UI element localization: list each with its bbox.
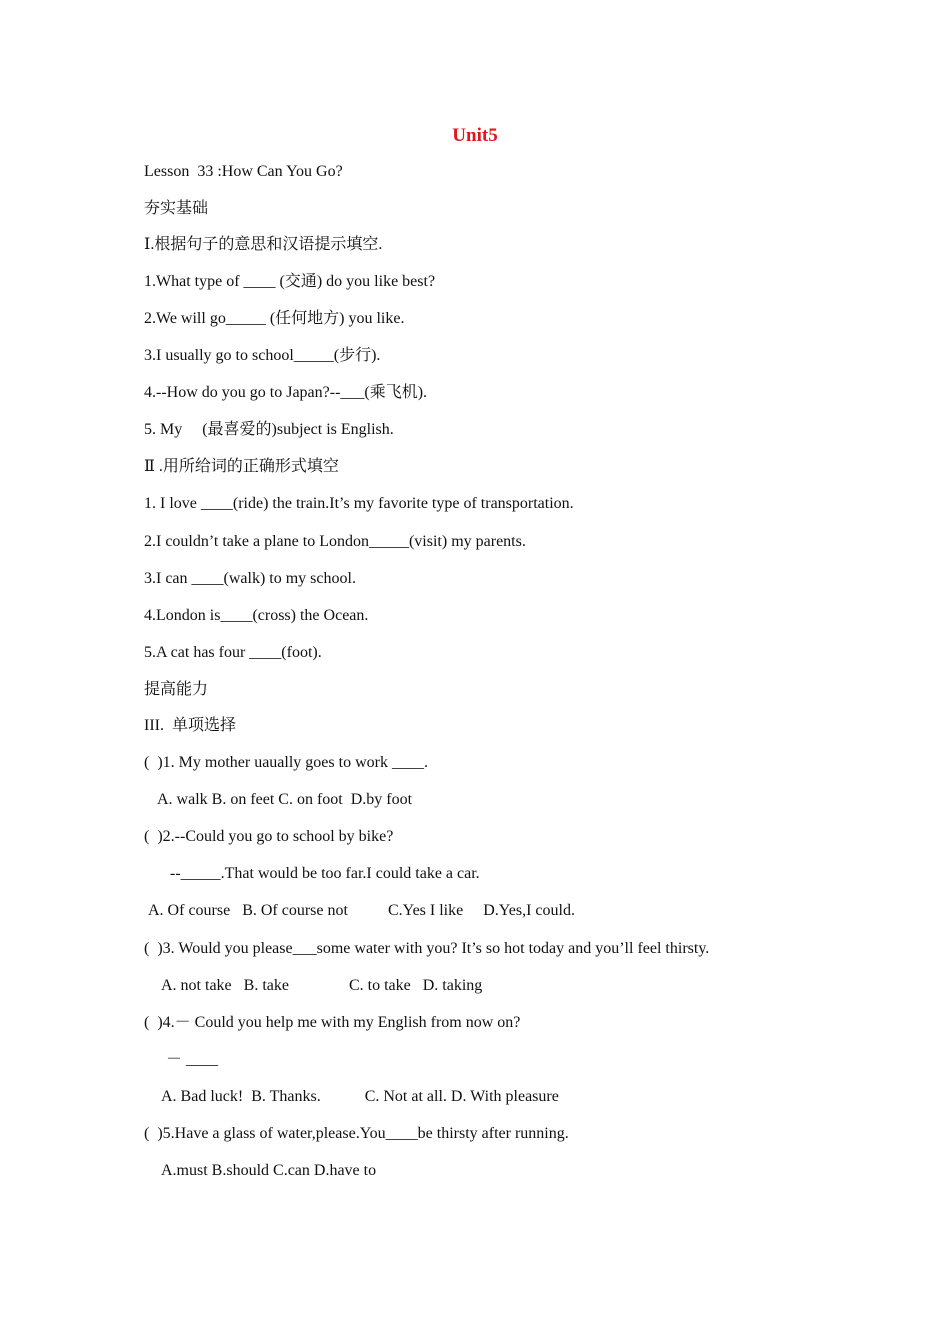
lesson-title: Lesson 33 :How Can You Go?	[144, 163, 343, 180]
question-4-options: A. Bad luck! B. Thanks. C. Not at all. D. With pleasure	[161, 1088, 559, 1105]
question-2-reply: --_____.That would be too far.I could take a car.	[170, 865, 480, 882]
part2-item-1: 1. I love ____(ride) the train.It’s my favorite type of transportation.	[144, 495, 574, 512]
question-3-options: A. not take B. take C. to take D. taking	[161, 977, 483, 994]
question-1: ( )1. My mother uaually goes to work ____.	[144, 754, 428, 771]
question-5: ( )5.Have a glass of water,please.You____be thirsty after running.	[144, 1125, 569, 1142]
question-4-reply: － ____	[166, 1051, 219, 1068]
part1-item-4: 4.--How do you go to Japan?--___(乘飞机).	[144, 384, 428, 401]
question-5-options: A.must B.should C.can D.have to	[161, 1162, 377, 1179]
question-2-options: A. Of course B. Of course not C.Yes I like D.Yes,I could.	[148, 902, 575, 919]
part1-item-1: 1.What type of ____ (交通) do you like best?	[144, 273, 436, 290]
section-advanced-heading: 提高能力	[144, 681, 209, 698]
part2-item-4: 4.London is____(cross) the Ocean.	[144, 607, 369, 624]
section-basic-heading: 夯实基础	[144, 200, 209, 217]
page-title: Unit5	[452, 125, 498, 146]
question-3: ( )3. Would you please___some water with you? It’s so hot today and you’ll feel thirsty.	[144, 940, 710, 957]
part2-item-5: 5.A cat has four ____(foot).	[144, 644, 322, 661]
part1-heading: Ⅰ.根据句子的意思和汉语提示填空.	[144, 236, 383, 253]
part3-heading: III. 单项选择	[144, 717, 236, 734]
part2-heading: Ⅱ .用所给词的正确形式填空	[144, 458, 339, 475]
part1-item-2: 2.We will go_____ (任何地方) you like.	[144, 310, 405, 327]
question-1-options: A. walk B. on feet C. on foot D.by foot	[157, 791, 413, 808]
question-2: ( )2.--Could you go to school by bike?	[144, 828, 394, 845]
part1-item-3: 3.I usually go to school_____(步行).	[144, 347, 381, 364]
part1-item-5: 5. My (最喜爱的)subject is English.	[144, 421, 394, 438]
part2-item-3: 3.I can ____(walk) to my school.	[144, 570, 356, 587]
question-4: ( )4.－ Could you help me with my English from now on?	[144, 1014, 521, 1031]
part2-item-2: 2.I couldn’t take a plane to London_____(visit) my parents.	[144, 533, 526, 550]
